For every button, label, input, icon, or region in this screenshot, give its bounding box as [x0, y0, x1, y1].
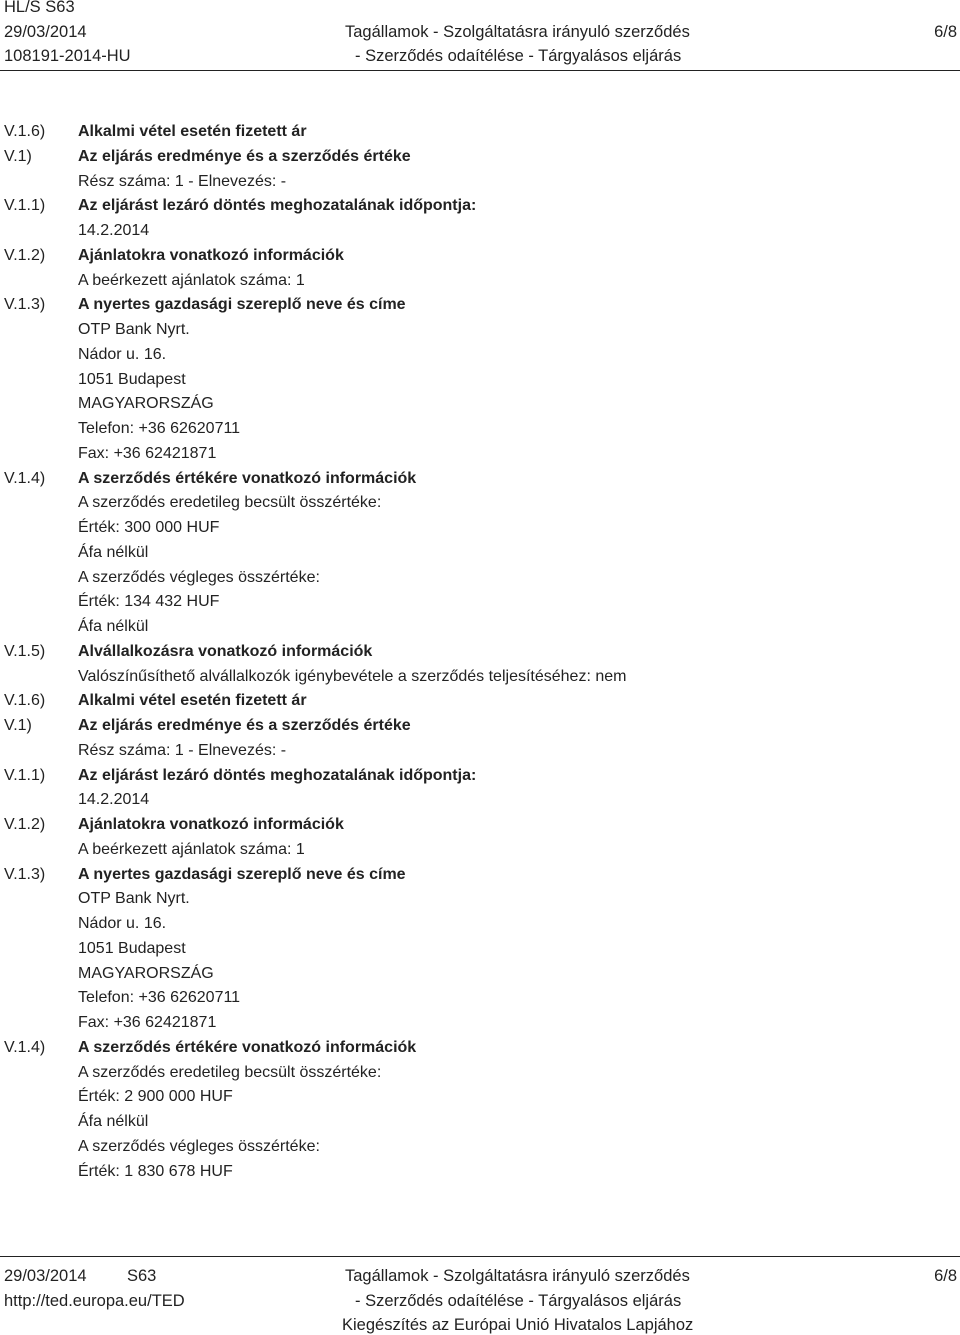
- header-page-number: 6/8: [934, 23, 957, 41]
- section-text: Áfa nélkül: [78, 1113, 149, 1130]
- text-row: [0, 1109, 960, 1134]
- text-row: [0, 391, 960, 416]
- text-row: [0, 614, 960, 639]
- text-row: [0, 367, 960, 392]
- section-text: 1051 Budapest: [78, 939, 186, 957]
- text-row: [0, 961, 960, 986]
- section-text: Rész száma: 1 - Elnevezés: -: [78, 172, 287, 190]
- section-number: V.1.6): [4, 692, 46, 710]
- text-row: [0, 985, 960, 1010]
- text-row: [0, 218, 960, 243]
- section-title: A szerződés értékére vonatkozó információk: [78, 1038, 417, 1056]
- header-rule: [0, 70, 960, 71]
- text-row: [0, 1084, 960, 1109]
- section-title: A szerződés értékére vonatkozó információk: [78, 469, 417, 487]
- section-title: Az eljárást lezáró döntés meghozatalának időpontja:: [78, 766, 477, 784]
- text-row: [0, 565, 960, 590]
- section-title: Ajánlatokra vonatkozó információk: [78, 816, 344, 833]
- section-number: V.1.3): [4, 865, 46, 883]
- text-row: [0, 1134, 960, 1159]
- section-text: 14.2.2014: [78, 791, 150, 809]
- text-row: [0, 490, 960, 515]
- section-heading-row: [0, 144, 960, 169]
- text-row: [0, 664, 960, 689]
- section-text: Nádor u. 16.: [78, 915, 167, 932]
- section-number: V.1.1): [4, 197, 46, 215]
- section-text: Nádor u. 16.: [78, 345, 167, 363]
- section-text: OTP Bank Nyrt.: [78, 890, 190, 908]
- section-number: V.1.4): [4, 1038, 46, 1056]
- section-heading-row: [0, 243, 960, 268]
- section-text: Érték: 300 000 HUF: [78, 519, 220, 536]
- footer-url: http://ted.europa.eu/TED: [4, 1292, 185, 1310]
- section-number: V.1.6): [4, 123, 46, 140]
- section-heading-row: [0, 119, 960, 144]
- section-text: Érték: 2 900 000 HUF: [78, 1088, 233, 1106]
- section-heading-row: [0, 713, 960, 738]
- section-title: Az eljárást lezáró döntés meghozatalának időpontja:: [78, 197, 477, 215]
- section-heading-row: [0, 292, 960, 317]
- text-row: [0, 317, 960, 342]
- section-text: A beérkezett ajánlatok száma: 1: [78, 271, 305, 289]
- section-number: V.1.1): [4, 766, 46, 784]
- section-heading-row: [0, 812, 960, 837]
- section-number: V.1): [4, 717, 32, 734]
- section-heading-row: [0, 763, 960, 788]
- section-number: V.1.4): [4, 469, 46, 487]
- text-row: [0, 787, 960, 812]
- text-row: [0, 169, 960, 194]
- footer-series: S63: [127, 1267, 157, 1285]
- section-text: OTP Bank Nyrt.: [78, 321, 190, 338]
- section-title: Ajánlatokra vonatkozó információk: [78, 246, 344, 264]
- text-row: [0, 1060, 960, 1085]
- text-row: [0, 589, 960, 614]
- section-text: 14.2.2014: [78, 222, 150, 239]
- header-date: 29/03/2014: [4, 23, 87, 41]
- section-text: A beérkezett ajánlatok száma: 1: [78, 840, 305, 858]
- header-ref: 108191-2014-HU: [4, 47, 131, 65]
- footer-title-line1: Tagállamok - Szolgáltatásra irányuló szerződés: [345, 1267, 690, 1285]
- section-text: Fax: +36 62421871: [78, 444, 217, 462]
- footer-page-number: 6/8: [934, 1267, 957, 1285]
- page-footer: [0, 1262, 960, 1334]
- section-text: Áfa nélkül: [78, 618, 149, 635]
- text-row: [0, 1010, 960, 1035]
- section-text: A szerződés eredetileg becsült összértéke:: [78, 1063, 382, 1081]
- section-title: A nyertes gazdasági szereplő neve és címe: [78, 296, 406, 314]
- footer-title-line2: - Szerződés odaítélése - Tárgyalásos eljárás: [355, 1292, 682, 1310]
- section-text: A szerződés végleges összértéke:: [78, 568, 320, 586]
- section-heading-row: [0, 1035, 960, 1060]
- section-text: Áfa nélkül: [78, 543, 149, 561]
- section-number: V.1.5): [4, 642, 46, 660]
- section-text: Telefon: +36 62620711: [78, 989, 241, 1007]
- text-row: [0, 886, 960, 911]
- section-text: 1051 Budapest: [78, 370, 186, 388]
- text-row: [0, 911, 960, 936]
- section-text: MAGYARORSZÁG: [78, 964, 214, 982]
- section-text: MAGYARORSZÁG: [78, 395, 214, 413]
- section-text: Érték: 134 432 HUF: [78, 593, 220, 611]
- section-heading-row: [0, 639, 960, 664]
- section-heading-row: [0, 193, 960, 218]
- section-number: V.1.3): [4, 296, 46, 314]
- section-text: Fax: +36 62421871: [78, 1014, 217, 1031]
- text-row: [0, 738, 960, 763]
- text-row: [0, 441, 960, 466]
- section-title: Az eljárás eredménye és a szerződés értéke: [78, 717, 411, 734]
- text-row: [0, 540, 960, 565]
- text-row: [0, 936, 960, 961]
- section-title: A nyertes gazdasági szereplő neve és címe: [78, 865, 406, 883]
- page-header: [0, 0, 960, 70]
- section-number: V.1): [4, 147, 32, 165]
- section-title: Alkalmi vétel esetén fizetett ár: [78, 692, 307, 710]
- section-number: V.1.2): [4, 816, 46, 833]
- section-heading-row: [0, 862, 960, 887]
- footer-title-line3: Kiegészítés az Európai Unió Hivatalos Lapjához: [342, 1316, 694, 1334]
- header-title-line2: - Szerződés odaítélése - Tárgyalásos eljárás: [355, 47, 682, 65]
- section-text: Érték: 1 830 678 HUF: [78, 1162, 233, 1180]
- text-row: [0, 268, 960, 293]
- text-row: [0, 515, 960, 540]
- section-text: A szerződés végleges összértéke:: [78, 1137, 320, 1155]
- section-text: A szerződés eredetileg becsült összértéke:: [78, 494, 382, 512]
- section-heading-row: [0, 466, 960, 491]
- header-title-line1: Tagállamok - Szolgáltatásra irányuló szerződés: [345, 23, 690, 41]
- section-title: Az eljárás eredménye és a szerződés értéke: [78, 147, 411, 165]
- footer-date: 29/03/2014: [4, 1267, 87, 1285]
- text-row: [0, 416, 960, 441]
- footer-rule: [0, 1256, 960, 1257]
- section-title: Alvállalkozásra vonatkozó információk: [78, 642, 373, 660]
- section-title: Alkalmi vétel esetén fizetett ár: [78, 123, 307, 140]
- section-text: Valószínűsíthető alvállalkozók igénybevétele a szerződés teljesítéséhez: nem: [78, 667, 627, 685]
- header-doc-id: HL/S S63: [4, 0, 75, 16]
- text-row: [0, 837, 960, 862]
- section-heading-row: [0, 688, 960, 713]
- section-text: Rész száma: 1 - Elnevezés: -: [78, 741, 287, 759]
- text-row: [0, 1159, 960, 1184]
- text-row: [0, 342, 960, 367]
- section-text: Telefon: +36 62620711: [78, 420, 241, 437]
- section-number: V.1.2): [4, 246, 46, 264]
